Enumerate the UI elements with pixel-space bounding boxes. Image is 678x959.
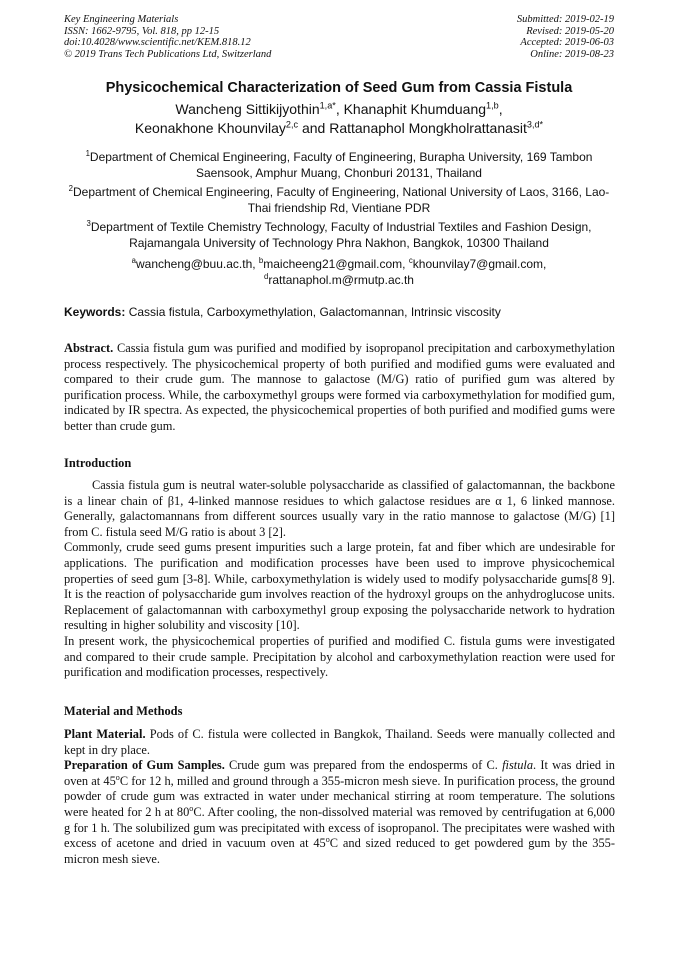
journal-issn: ISSN: 1662-9795, Vol. 818, pp 12-15: [64, 25, 220, 37]
email-sup: c: [408, 256, 413, 265]
author-name: Wancheng Sittikijyothin: [175, 101, 320, 117]
email-sup: b: [258, 256, 264, 265]
date-accepted: Accepted: 2019-06-03: [520, 37, 614, 48]
methods-heading: Material and Methods: [64, 704, 183, 718]
preparation-text: C. After cooling, the non-dissolved material was removed by centrifugation at 6,000 g for 1 h. The solubilized gum was precipitated with excess of isopropanol. The precipitates were washed with excess of acetone and dried in vacuum oven at 45: [64, 804, 615, 851]
plant-material-label: Plant Material.: [64, 727, 146, 741]
abstract-label: Abstract.: [64, 341, 114, 355]
paragraph: Commonly, crude seed gums present impurities such a large protein, fat and fiber which are undesirable for applications. The purification and modification processes have been used to improve physicochemical properties of seed gum [3-8]. While, carboxymethylation is widely used to modify polysaccharide gums[8 9]. It is the reaction of polysaccharide gum involves reaction of the hydroxyl groups on the anhydroglucose units. Replacement of galactomannan with carboxymethyl group exposing the polysaccharide network to hydration resulting in higher solubility and viscosity [10].: [64, 540, 615, 633]
author-affil-sup: 1,a*: [319, 100, 336, 111]
abstract-text: Cassia fistula gum was purified and modified by isopropanol precipitation and carboxymethylation process respectively. The physicochemical property of both purified and modified gums were evaluated and compared to their crude gum. The mannose to galactose (M/G) ratio of purified gum was altered by purification process. While, the carboxymethyl groups were formed via carboxymethylation for modified gum, indicated by IR spectra. As expected, the physicochemical properties of both purified and modified gums were better than crude gum.: [64, 341, 615, 433]
dates-header: [517, 14, 614, 60]
plant-material-text: Pods of C. fistula were collected in Bangkok, Thailand. Seeds were manually collected and kept in dry place.: [64, 727, 616, 757]
preparation-text: Crude gum was prepared from the endosperms of C.: [224, 758, 503, 773]
affiliation-number: 2: [68, 184, 74, 193]
date-submitted: Submitted: 2019-02-19: [516, 14, 614, 25]
journal-name: Key Engineering Materials: [64, 14, 179, 25]
affiliation-number: 1: [85, 149, 90, 158]
preparation-label: Preparation of Gum Samples.: [64, 758, 225, 773]
degree-sup: o: [325, 835, 330, 845]
methods-body: [64, 727, 615, 867]
date-online: Online: 2019-08-23: [530, 48, 614, 60]
affiliation-3: [60, 219, 618, 251]
degree-sup: o: [189, 803, 194, 813]
author-affil-sup: 1,b: [486, 100, 499, 111]
paragraph: [64, 727, 615, 758]
keywords-label: Keywords:: [64, 305, 126, 319]
email-link[interactable]: wancheng@buu.ac.th,: [135, 257, 259, 271]
email-sup: a: [131, 256, 136, 265]
email-list: [60, 256, 618, 288]
affiliation-number: 3: [86, 219, 91, 228]
journal-doi: doi:10.4028/www.scientific.net/KEM.818.12: [64, 37, 251, 48]
journal-copyright: © 2019 Trans Tech Publications Ltd, Switzerland: [64, 48, 272, 60]
date-revised: Revised: 2019-05-20: [526, 25, 614, 37]
author-separator: ,: [335, 101, 344, 117]
author-affil-sup: 2,c: [285, 119, 299, 130]
author-name: Khanaphit Khumduang: [343, 101, 487, 117]
journal-header: [64, 14, 271, 60]
paragraph: [64, 758, 615, 867]
keywords-text: Cassia fistula, Carboxymethylation, Galactomannan, Intrinsic viscosity: [125, 305, 501, 319]
author-separator: ,: [498, 101, 503, 117]
abstract: [64, 341, 615, 435]
author-conjunction: and: [298, 120, 330, 136]
paragraph: Cassia fistula gum is neutral water-soluble polysaccharide as classified of galactomannan, the backbone is a linear chain of β1, 4-linked mannose residues to which galactose residues are α 1, 6 linked mannose. Generally, galactomannans from different sources usually vary in the ratio mannose to galactose (M/G) [1] from C. fistula seed M/G ratio is about 3 [2].: [64, 478, 615, 539]
email-sup: d: [264, 272, 269, 281]
email-link[interactable]: maicheeng21@gmail.com,: [263, 257, 409, 271]
author-name: Keonakhone Khounvilay: [134, 120, 286, 136]
paper-title: Physicochemical Characterization of Seed Gum from Cassia Fistula: [105, 80, 573, 96]
author-list: [40, 100, 638, 138]
author-affil-sup: 3,d*: [526, 119, 544, 130]
author-name: Rattanaphol Mongkholrattanasit: [329, 120, 527, 136]
keywords: [64, 305, 616, 319]
degree-sup: o: [115, 772, 120, 782]
introduction-body: [64, 478, 615, 681]
species-italic: fistula: [502, 758, 534, 773]
email-link[interactable]: rattanaphol.m@rmutp.ac.th: [268, 273, 414, 287]
affiliation-1: [60, 149, 618, 181]
preparation-text: . It was dried in oven at 45: [64, 758, 615, 788]
preparation-text: C for 12 h, milled and ground through a 355-micron mesh sieve. In purification process, the ground powder of crude gum was extracted in water under mechanical stirring at room temperature. The solutions were heated for 2 h at 80: [64, 773, 615, 819]
email-link[interactable]: khounvilay7@gmail.com,: [412, 257, 547, 271]
affiliation-text: Department of Chemical Engineering, Faculty of Engineering, National University of Laos, 3166, Lao-Thai friendship Rd, Vientiane PDR: [73, 185, 610, 215]
affiliation-text: Department of Chemical Engineering, Faculty of Engineering, Burapha University, 169 Tambon Saensook, Amphur Muang, Chonburi 20131, Thailand: [89, 150, 593, 180]
paragraph: In present work, the physicochemical properties of purified and modified C. fistula gums were investigated and compared to their crude sample. Precipitation by alcohol and carboxymethylation reaction were used for purification and modification processes, respectively.: [64, 633, 615, 680]
preparation-text: C and sized reduced to get powdered gum by the 355-micron mesh sieve.: [64, 836, 616, 866]
introduction-heading: Introduction: [64, 456, 132, 470]
affiliation-text: Department of Textile Chemistry Technology, Faculty of Industrial Textiles and Fashion Design, Rajamangala University of Technology Phra Nakhon, Bangkok, 10300 Thailand: [90, 220, 592, 250]
affiliation-2: [60, 184, 618, 216]
